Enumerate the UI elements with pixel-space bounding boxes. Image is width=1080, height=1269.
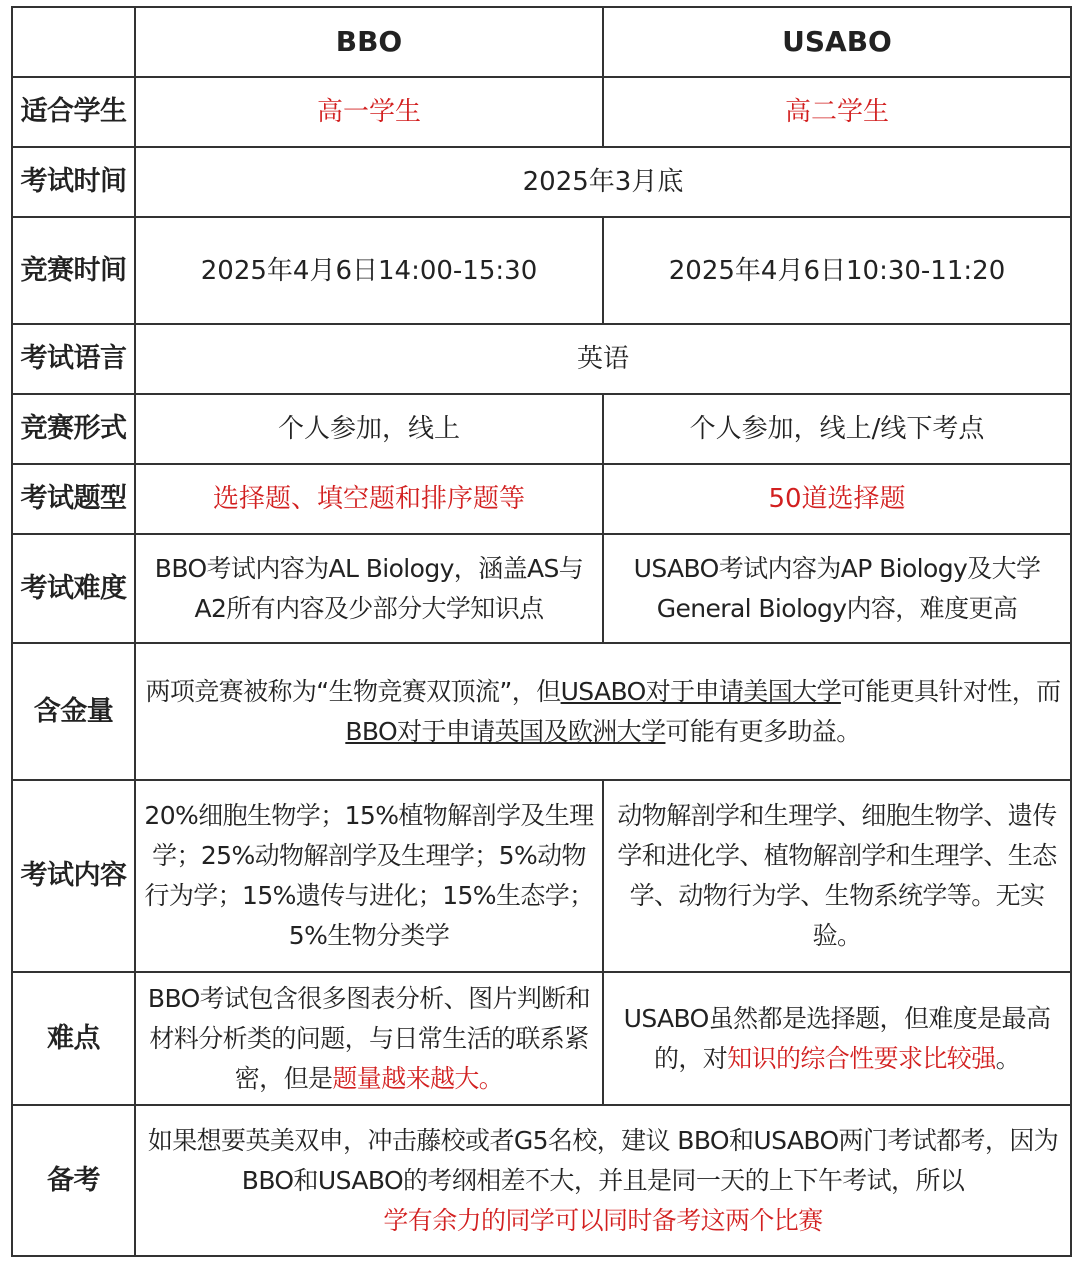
usabo-hard-points-end: 。 xyxy=(995,1043,1020,1073)
usabo-hard-points-highlight: 知识的综合性要求比较强 xyxy=(727,1043,996,1073)
row-format xyxy=(12,394,1071,464)
comparison-table xyxy=(11,6,1072,1257)
row-label-value: 含金量 xyxy=(12,643,135,780)
row-label-format: 竞赛形式 xyxy=(12,394,135,464)
language-value: 英语 xyxy=(135,324,1071,394)
row-prep xyxy=(12,1105,1071,1256)
row-label-exam-time: 考试时间 xyxy=(12,147,135,217)
usabo-hard-points xyxy=(603,972,1071,1105)
row-difficulty xyxy=(12,534,1071,643)
usabo-question-type: 50道选择题 xyxy=(603,464,1071,534)
column-header-usabo: USABO xyxy=(603,7,1071,77)
row-label-difficulty: 考试难度 xyxy=(12,534,135,643)
value-text xyxy=(135,643,1071,780)
bbo-students: 高一学生 xyxy=(135,77,603,147)
column-header-bbo: BBO xyxy=(135,7,603,77)
usabo-content: 动物解剖学和生理学、细胞生物学、遗传学和进化学、植物解剖学和生理学、生态学、动物行为学、生物系统学等。无实验。 xyxy=(603,780,1071,972)
bbo-hard-points-text: BBO考试包含很多图表分析、图片判断和材料分析类的问题，与日常生活的联系紧密，但是 xyxy=(147,983,591,1093)
row-label-content: 考试内容 xyxy=(12,780,135,972)
header-row xyxy=(12,7,1071,77)
row-label-comp-time: 竞赛时间 xyxy=(12,217,135,324)
row-comp-time xyxy=(12,217,1071,324)
row-label-hard-points: 难点 xyxy=(12,972,135,1105)
prep-text-highlight: 学有余力的同学可以同时备考这两个比赛 xyxy=(383,1205,823,1235)
row-hard-points xyxy=(12,972,1071,1105)
bbo-difficulty: BBO考试内容为AL Biology，涵盖AS与A2所有内容及少部分大学知识点 xyxy=(135,534,603,643)
corner-cell xyxy=(12,7,135,77)
row-language xyxy=(12,324,1071,394)
value-bbo-underline: BBO对于申请英国及欧洲大学 xyxy=(345,716,666,746)
row-question-type xyxy=(12,464,1071,534)
value-text-part-2: 可能更具针对性，而 xyxy=(840,676,1061,706)
row-content xyxy=(12,780,1071,972)
row-label-language: 考试语言 xyxy=(12,324,135,394)
bbo-hard-points xyxy=(135,972,603,1105)
bbo-comp-time: 2025年4月6日14:00-15:30 xyxy=(135,217,603,324)
usabo-difficulty: USABO考试内容为AP Biology及大学General Biology内容，难度更高 xyxy=(603,534,1071,643)
value-text-part-1: 两项竞赛被称为“生物竞赛双顶流”，但 xyxy=(145,676,561,706)
exam-time-value: 2025年3月底 xyxy=(135,147,1071,217)
bbo-hard-points-highlight: 题量越来越大。 xyxy=(332,1063,504,1093)
value-text-part-3: 可能有更多助益。 xyxy=(665,716,861,746)
bbo-question-type: 选择题、填空题和排序题等 xyxy=(135,464,603,534)
row-label-students: 适合学生 xyxy=(12,77,135,147)
row-label-question-type: 考试题型 xyxy=(12,464,135,534)
usabo-format: 个人参加，线上/线下考点 xyxy=(603,394,1071,464)
prep-text-body: 如果想要英美双申，冲击藤校或者G5名校，建议 BBO和USABO两门考试都考，因为BBO和USABO的考纲相差不大，并且是同一天的上下午考试，所以 xyxy=(147,1125,1059,1195)
row-students xyxy=(12,77,1071,147)
bbo-content: 20%细胞生物学；15%植物解剖学及生理学；25%动物解剖学及生理学；5%动物行为学；15%遗传与进化；15%生态学；5%生物分类学 xyxy=(135,780,603,972)
row-value xyxy=(12,643,1071,780)
bbo-format: 个人参加，线上 xyxy=(135,394,603,464)
usabo-students: 高二学生 xyxy=(603,77,1071,147)
usabo-hard-points-text: USABO虽然都是选择题，但难度是最高的，对 xyxy=(623,1003,1051,1073)
value-usabo-underline: USABO对于申请美国大学 xyxy=(560,676,841,706)
row-exam-time xyxy=(12,147,1071,217)
usabo-comp-time: 2025年4月6日10:30-11:20 xyxy=(603,217,1071,324)
prep-text xyxy=(135,1105,1071,1256)
row-label-prep: 备考 xyxy=(12,1105,135,1256)
